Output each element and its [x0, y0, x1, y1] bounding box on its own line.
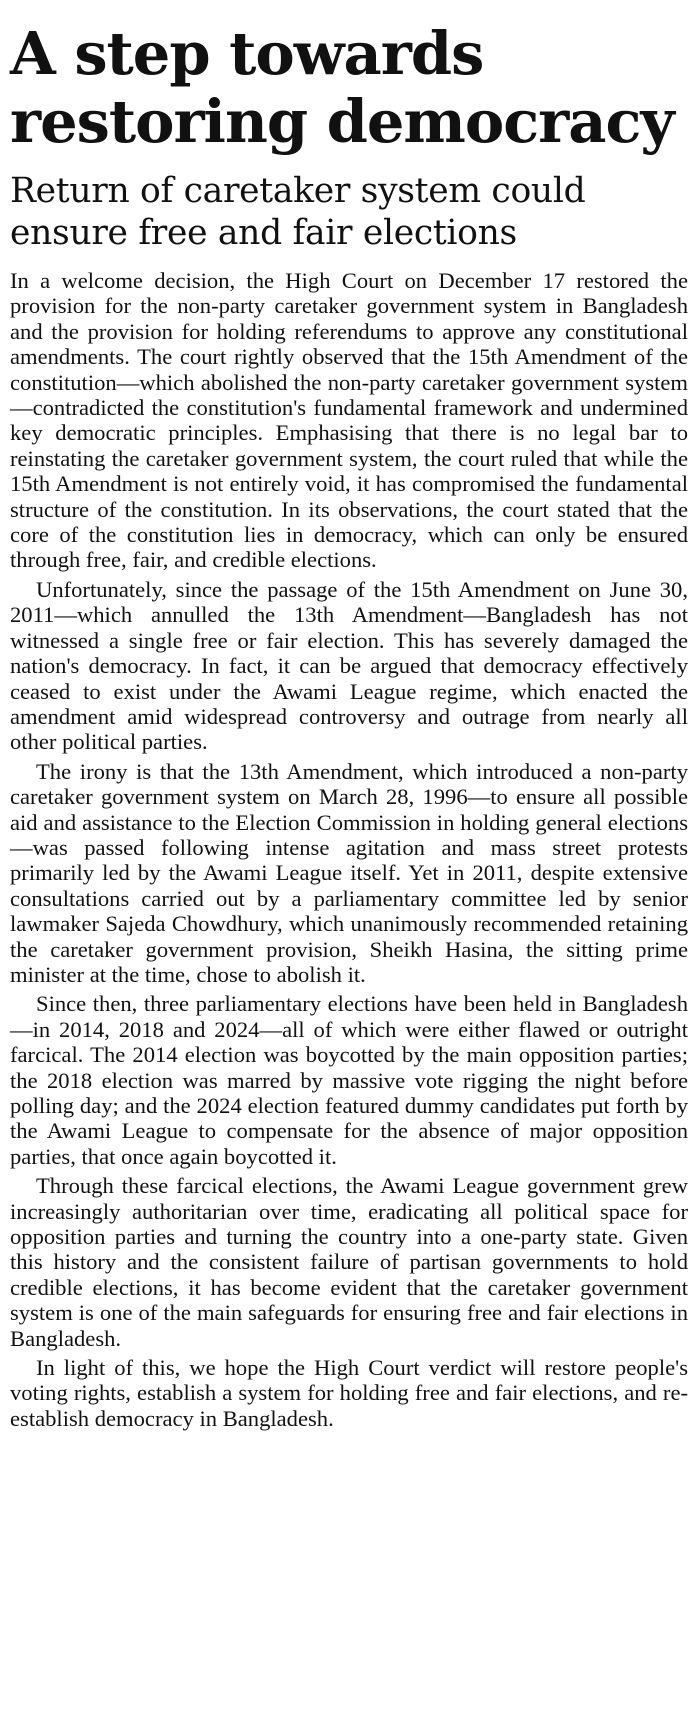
paragraph-5: Through these farcical elections, the Awami League government grew increasingly authoritarian over time, eradicating all political space for opposition parties and turning the country into a one-party state. Given this history and the consistent failure of partisan governments to hold credible elections, it has become evident that the caretaker government system is one of the main safeguards for ensuring free and fair elections in Bangladesh.	[10, 1173, 688, 1351]
headline: A step towards restoring democracy	[10, 19, 674, 156]
paragraph-2: Unfortunately, since the passage of the 15th Amendment on June 30, 2011—which annulled the 13th Amendment—Bangladesh has not witnessed a single free or fair election. This has severely damaged the nation's democracy. In fact, it can be argued that democracy effectively ceased to exist under the Awami League regime, which enacted the amendment amid widespread controversy and outrage from nearly all other political parties.	[10, 576, 688, 755]
article-body	[10, 268, 688, 1431]
paragraph-3: The irony is that the 13th Amendment, which introduced a non-party caretaker government system on March 28, 1996—to ensure all possible aid and assistance to the Election Commission in holding general elections—was passed following intense agitation and mass street protests primarily led by the Awami League itself. Yet in 2011, despite extensive consultations carried out by a parliamentary committee led by senior lawmaker Sajeda Chowdhury, which unanimously recommended retaining the caretaker government provision, Sheikh Hasina, the sitting prime minister at the time, chose to abolish it.	[10, 758, 688, 987]
subheadline: Return of caretaker system could ensure free and fair elections	[10, 171, 586, 253]
paragraph-6: In light of this, we hope the High Court verdict will restore people's voting rights, establish a system for holding free and fair elections, and re-establish democracy in Bangladesh.	[10, 1355, 688, 1431]
paragraph-1: In a welcome decision, the High Court on December 17 restored the provision for the non-party caretaker government system in Bangladesh and the provision for holding referendums to approve any constitutional amendments. The court rightly observed that the 15th Amendment of the constitution—which abolished the non-party caretaker government system—contradicted the constitution's fundamental framework and undermined key democratic principles. Emphasising that there is no legal bar to reinstating the caretaker government system, the court ruled that while the 15th Amendment is not entirely void, it has compromised the fundamental structure of the constitution. In its observations, the court stated that the core of the constitution lies in democracy, which can only be ensured through free, fair, and credible elections.	[10, 268, 688, 573]
editorial-article	[10, 20, 688, 1435]
paragraph-4: Since then, three parliamentary elections have been held in Bangladesh—in 2014, 2018 and 2024—all of which were either flawed or outright farcical. The 2014 election was boycotted by the main opposition parties; the 2018 election was marred by massive vote rigging the night before polling day; and the 2024 election featured dummy candidates put forth by the Awami League to compensate for the absence of major opposition parties, that once again boycotted it.	[10, 991, 688, 1169]
